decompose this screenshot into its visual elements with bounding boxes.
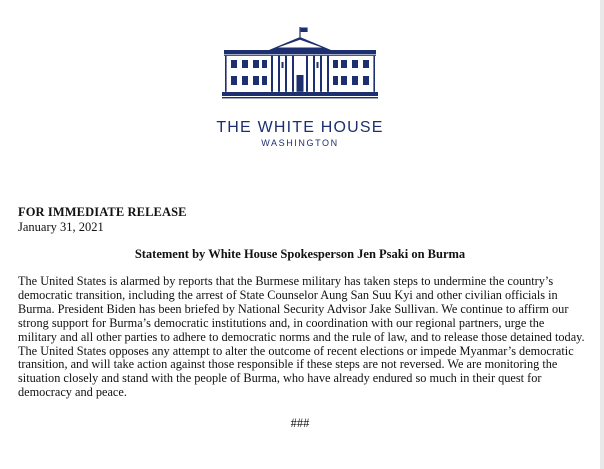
- statement-title: Statement by White House Spokesperson Jen Psaki on Burma: [134, 247, 466, 261]
- window: [317, 62, 319, 68]
- column: [285, 56, 287, 92]
- page-edge: [600, 0, 604, 469]
- door: [297, 75, 304, 92]
- release-label: FOR IMMEDIATE RELEASE: [18, 205, 187, 219]
- column: [327, 56, 329, 92]
- window: [333, 60, 338, 68]
- roof: [224, 50, 376, 54]
- base: [222, 92, 378, 96]
- right-wall: [373, 56, 375, 92]
- flag: [301, 28, 308, 33]
- column: [271, 56, 273, 92]
- window: [363, 60, 369, 68]
- wordmark-title: THE WHITE HOUSE: [216, 119, 384, 136]
- window: [352, 60, 358, 68]
- column: [306, 56, 308, 92]
- column: [320, 56, 322, 92]
- flag-pole: [299, 27, 300, 37]
- statement-body: The United States is alarmed by reports that the Burmese military has taken steps to undermine the country’s democratic transition, including the arrest of State Counselor Aung San Suu Kyi and other civilian officials in Burma. President Biden has been briefed by National Security Advisor Jake Sullivan. We continue to affirm our strong support for Burma’s democratic institutions and, in coordination with our regional partners, urge the military and all other parties to adhere to democratic norms and the rule of law, and to release those detained today. The United States opposes any attempt to alter the outcome of recent elections or impede Myanmar’s democratic transition, and will take action against those responsible if these steps are not reversed. We are monitoring the situation closely and stand with the people of Burma, who have already endured so much in their quest for democracy and peace.: [18, 274, 585, 400]
- end-mark: ###: [290, 416, 310, 430]
- window: [231, 76, 237, 85]
- release-date: January 31, 2021: [18, 220, 104, 234]
- left-wall: [225, 56, 227, 92]
- window: [253, 60, 259, 68]
- window: [341, 60, 347, 68]
- white-house-logo-icon: [222, 27, 378, 103]
- window: [253, 76, 259, 85]
- window: [341, 76, 347, 85]
- window: [262, 60, 267, 68]
- window: [282, 62, 284, 68]
- wordmark-city: WASHINGTON: [261, 138, 339, 148]
- window: [242, 76, 248, 85]
- column: [313, 56, 315, 92]
- window: [231, 60, 237, 68]
- window: [333, 76, 338, 85]
- window: [363, 76, 369, 85]
- column: [292, 56, 294, 92]
- column: [278, 56, 280, 92]
- window: [262, 76, 267, 85]
- window: [242, 60, 248, 68]
- window: [352, 76, 358, 85]
